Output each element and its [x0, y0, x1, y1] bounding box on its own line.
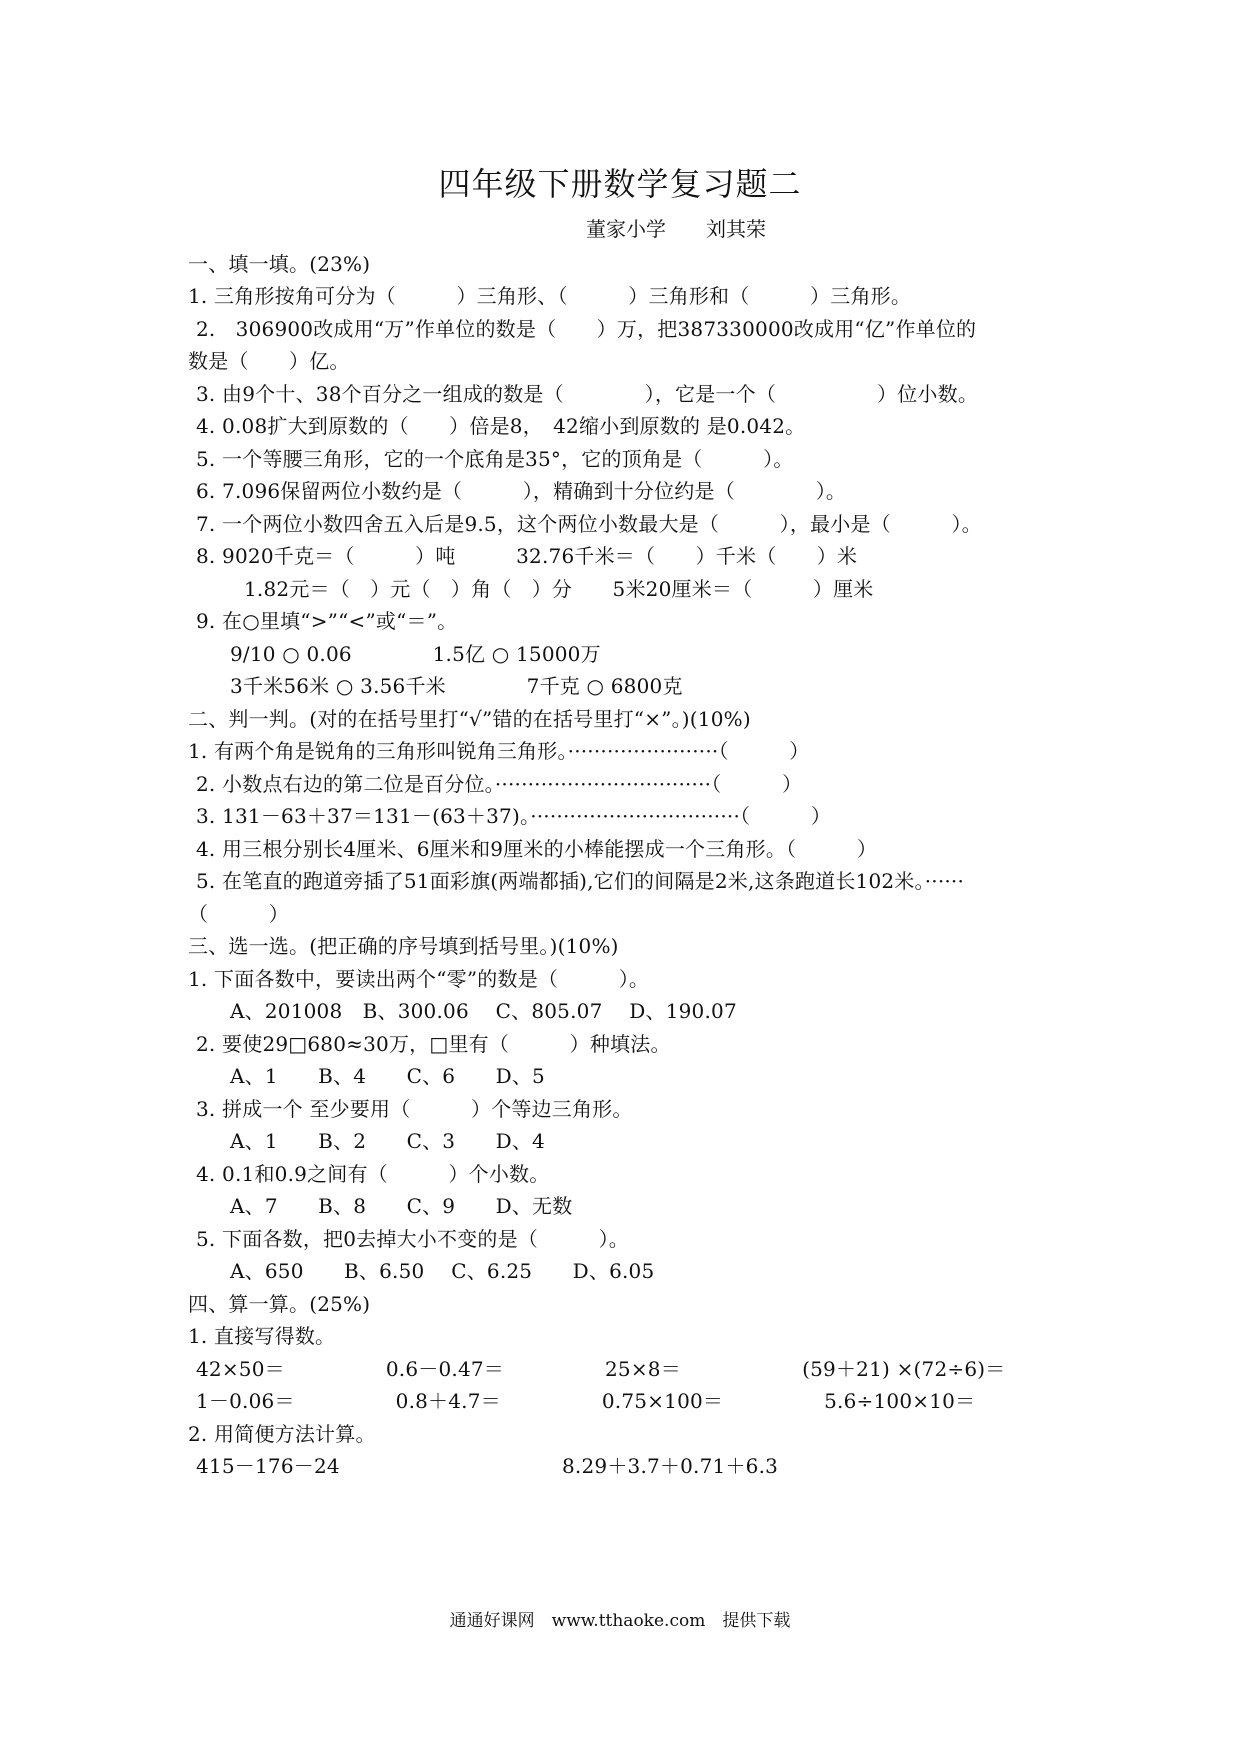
question-line: 9. 在○里填“>”“<”或“＝”。 — [196, 609, 458, 633]
question-line: 2. 要使29□680≈30万，□里有（ ）种填法。 — [196, 1032, 671, 1056]
question-line: 5. 一个等腰三角形，它的一个底角是35°，它的顶角是（ ）。 — [196, 447, 794, 471]
author-line: 董家小学 刘其荣 — [586, 217, 766, 241]
calc-line: 42×50＝ 0.6－0.47＝ 25×8＝ (59＋21) ×(72÷6)＝ — [196, 1357, 1006, 1381]
question-line: 2. 用简便方法计算。 — [188, 1422, 376, 1446]
choice-line: A、7 B、8 C、9 D、无数 — [230, 1194, 573, 1218]
question-line: 5. 下面各数，把0去掉大小不变的是（ ）。 — [196, 1227, 629, 1251]
question-line: 数是（ ）亿。 — [188, 349, 350, 373]
calc-line: 1－0.06＝ 0.8＋4.7＝ 0.75×100＝ 5.6÷100×10＝ — [196, 1389, 976, 1413]
calc-line: 415－176－24 8.29＋3.7＋0.71＋6.3 — [196, 1454, 779, 1478]
section-4-heading: 四、算一算。(25%) — [188, 1292, 371, 1316]
question-line: 4. 用三根分别长4厘米、6厘米和9厘米的小棒能摆成一个三角形。（ ） — [196, 837, 878, 861]
question-line: 5. 在笔直的跑道旁插了51面彩旗(两端都插),它们的间隔是2米,这条跑道长102米。······ — [196, 869, 965, 893]
question-line: （ ） — [188, 902, 289, 926]
question-line: 6. 7.096保留两位小数约是（ ），精确到十分位约是（ ）。 — [196, 479, 847, 503]
choice-line: A、1 B、4 C、6 D、5 — [230, 1064, 545, 1088]
question-line: 1.82元＝（ ）元（ ）角（ ）分 5米20厘米＝（ ）厘米 — [244, 577, 874, 601]
choice-line: A、201008 B、300.06 C、805.07 D、190.07 — [230, 999, 737, 1023]
question-line: 3千米56米 ○ 3.56千米 7千克 ○ 6800克 — [230, 674, 683, 698]
question-line: 4. 0.08扩大到原数的（ ）倍是8， 42缩小到原数的 是0.042。 — [196, 414, 806, 438]
choice-line: A、650 B、6.50 C、6.25 D、6.05 — [230, 1259, 655, 1283]
question-line: 1. 有两个角是锐角的三角形叫锐角三角形。·······················（ ） — [188, 739, 810, 763]
section-2-heading: 二、判一判。(对的在括号里打“√”错的在括号里打“×”。)(10%) — [188, 707, 751, 731]
choice-line: A、1 B、2 C、3 D、4 — [230, 1129, 545, 1153]
question-line: 7. 一个两位小数四舍五入后是9.5，这个两位小数最大是（ ），最小是（ ）。 — [196, 512, 982, 536]
question-line: 1. 直接写得数。 — [188, 1324, 336, 1348]
footer-credit: 通通好课网 www.tthaoke.com 提供下载 — [449, 1611, 791, 1631]
page-title: 四年级下册数学复习题二 — [438, 165, 802, 203]
question-line: 4. 0.1和0.9之间有（ ）个小数。 — [196, 1162, 550, 1186]
question-line: 1. 三角形按角可分为（ ）三角形、（ ）三角形和（ ）三角形。 — [188, 284, 912, 308]
question-line: 3. 拼成一个 至少要用（ ）个等边三角形。 — [196, 1097, 633, 1121]
question-line: 3. 131－63＋37＝131－(63＋37)。································（ ） — [196, 804, 832, 828]
question-line: 2. 306900改成用“万”作单位的数是（ ）万，把387330000改成用“亿”作单位的 — [196, 317, 977, 341]
question-line: 1. 下面各数中，要读出两个“零”的数是（ ）。 — [188, 967, 650, 991]
section-3-heading: 三、选一选。(把正确的序号填到括号里。)(10%) — [188, 934, 619, 958]
question-line: 8. 9020千克＝（ ）吨 32.76千米＝（ ）千米（ ）米 — [196, 544, 858, 568]
section-1-heading: 一、填一填。(23%) — [188, 252, 371, 276]
question-line: 2. 小数点右边的第二位是百分位。·································（ ） — [196, 772, 803, 796]
question-line: 3. 由9个十、38个百分之一组成的数是（ ），它是一个（ ）位小数。 — [196, 382, 979, 406]
question-line: 9/10 ○ 0.06 1.5亿 ○ 15000万 — [230, 642, 601, 666]
